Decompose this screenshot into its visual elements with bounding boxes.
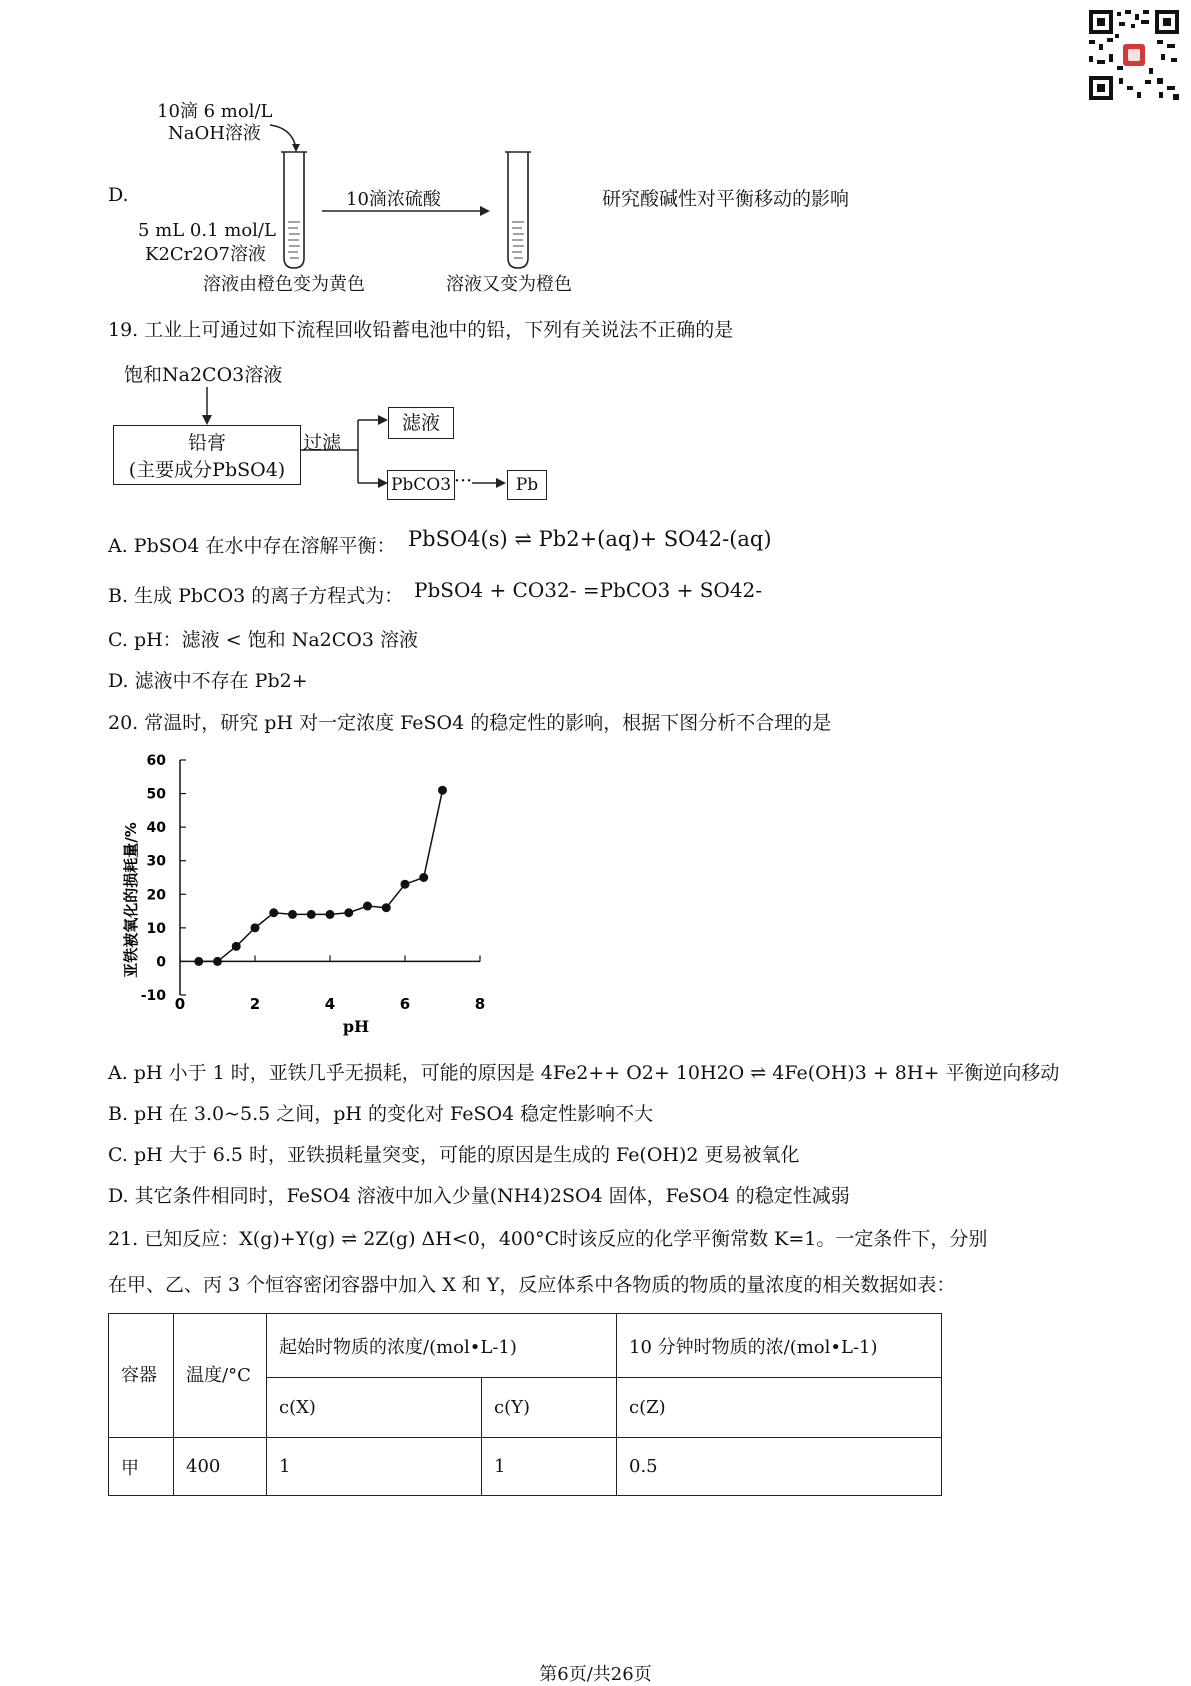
data-point — [213, 957, 222, 966]
lead-paste-box — [113, 425, 301, 485]
x-tick-label: 2 — [249, 995, 261, 1013]
data-point — [344, 908, 353, 917]
q20-option-a: A. pH 小于 1 时，亚铁几乎无损耗，可能的原因是 4Fe2++ O2+ 10H2O ⇌ 4Fe(OH)3 + 8H+ 平衡逆向移动 — [108, 1062, 1060, 1084]
pb-box: Pb — [507, 470, 547, 500]
x-tick-label: 0 — [174, 995, 186, 1013]
y-tick-label: 0 — [156, 954, 166, 971]
data-point — [194, 957, 203, 966]
purpose-text: 研究酸碱性对平衡移动的影响 — [602, 188, 850, 210]
k2cr2o7-label-line2: K2Cr2O7溶液 — [145, 244, 266, 265]
feso4-loss-chart — [110, 750, 540, 1040]
q20-stem: 20. 常温时，研究 pH 对一定浓度 FeSO4 的稳定性的影响，根据下图分析不合理的是 — [108, 712, 832, 734]
x-tick-label: 6 — [399, 995, 411, 1013]
header-container: 容器 — [109, 1314, 174, 1438]
k2cr2o7-label-line1: 5 mL 0.1 mol/L — [138, 220, 276, 241]
row-cy: 1 — [482, 1438, 617, 1496]
q20-option-d: D. 其它条件相同时，FeSO4 溶液中加入少量(NH4)2SO4 固体，FeSO4 的稳定性减弱 — [108, 1185, 850, 1207]
y-tick-label: -10 — [140, 988, 166, 1004]
option-d-label: D. — [108, 184, 129, 206]
data-point — [232, 942, 241, 951]
filter-step-label: 过滤 — [303, 432, 342, 454]
row-container: 甲 — [109, 1438, 174, 1496]
lead-paste-line1: 铅膏 — [187, 432, 226, 454]
chart-y-axis-label: 亚铁被氧化的损耗量/% — [122, 822, 140, 978]
data-point — [326, 910, 335, 919]
q21-stem-line2: 在甲、乙、丙 3 个恒容密闭容器中加入 X 和 Y，反应体系中各物质的物质的量浓度的相关数据如表： — [108, 1274, 956, 1296]
x-tick-label: 8 — [474, 995, 486, 1013]
data-point — [419, 873, 428, 882]
header-cy: c(Y) — [482, 1378, 617, 1438]
pbco3-box: PbCO3 — [387, 470, 455, 500]
header-temperature: 温度/°C — [174, 1314, 267, 1438]
sulfuric-acid-label: 10滴浓硫酸 — [346, 189, 441, 210]
data-point — [363, 902, 372, 911]
caption-yellow: 溶液由橙色变为黄色 — [203, 274, 365, 295]
header-initial-concentration: 起始时物质的浓度/(mol•L-1) — [267, 1314, 617, 1378]
q19-option-a-prefix: A. PbSO4 在水中存在溶解平衡： — [108, 535, 396, 557]
q21-stem-line1: 21. 已知反应：X(g)+Y(g) ⇌ 2Z(g) ΔH<0，400°C时该反应的化学平衡常数 K=1。一定条件下，分别 — [108, 1228, 988, 1250]
chart-x-axis-label: pH — [342, 1017, 370, 1036]
q19-option-a-equation: PbSO4(s) ⇌ Pb2+(aq)+ SO42-(aq) — [408, 527, 772, 551]
header-cx: c(X) — [267, 1378, 482, 1438]
page-footer: 第6页/共26页 — [539, 1664, 652, 1685]
data-point — [307, 910, 316, 919]
q20-option-b: B. pH 在 3.0~5.5 之间，pH 的变化对 FeSO4 稳定性影响不大 — [108, 1103, 654, 1125]
data-point — [438, 786, 447, 795]
row-temperature: 400 — [174, 1438, 267, 1496]
flow-reagent: 饱和Na2CO3溶液 — [124, 364, 283, 386]
table-row — [109, 1438, 942, 1496]
y-tick-label: 40 — [146, 820, 166, 837]
y-tick-label: 50 — [146, 786, 166, 803]
row-cx: 1 — [267, 1438, 482, 1496]
data-point — [288, 910, 297, 919]
y-tick-label: 60 — [146, 753, 166, 769]
filtrate-box: 滤液 — [388, 407, 454, 439]
flow-dots: ··· — [454, 470, 473, 492]
lead-paste-line2: (主要成分PbSO4) — [128, 459, 286, 481]
test-tube-diagram — [0, 0, 700, 300]
q19-option-b-prefix: B. 生成 PbCO3 的离子方程式为： — [108, 585, 404, 607]
y-tick-label: 30 — [146, 853, 166, 870]
q19-option-d: D. 滤液中不存在 Pb2+ — [108, 670, 308, 692]
qr-code — [1087, 8, 1181, 102]
caption-orange: 溶液又变为橙色 — [446, 274, 572, 295]
q19-stem: 19. 工业上可通过如下流程回收铅蓄电池中的铅，下列有关说法不正确的是 — [108, 319, 734, 341]
y-tick-label: 10 — [146, 920, 166, 937]
naoh-label-line1: 10滴 6 mol/L — [157, 101, 273, 122]
data-point — [382, 903, 391, 912]
q19-option-c: C. pH：滤液 < 饱和 Na2CO3 溶液 — [108, 629, 418, 651]
series-line — [199, 790, 443, 961]
y-tick-label: 20 — [146, 887, 166, 904]
q21-data-table — [108, 1313, 942, 1496]
data-point — [401, 880, 410, 889]
x-tick-label: 4 — [324, 995, 336, 1013]
naoh-label-line2: NaOH溶液 — [168, 123, 261, 144]
row-cz: 0.5 — [617, 1438, 942, 1496]
header-cz: c(Z) — [617, 1378, 942, 1438]
q19-option-b-equation: PbSO4 + CO32- =PbCO3 + SO42- — [414, 578, 763, 602]
header-10min-concentration: 10 分钟时物质的浓/(mol•L-1) — [617, 1314, 942, 1378]
data-point — [269, 908, 278, 917]
data-point — [251, 923, 260, 932]
q20-option-c: C. pH 大于 6.5 时，亚铁损耗量突变，可能的原因是生成的 Fe(OH)2 更易被氧化 — [108, 1144, 800, 1166]
